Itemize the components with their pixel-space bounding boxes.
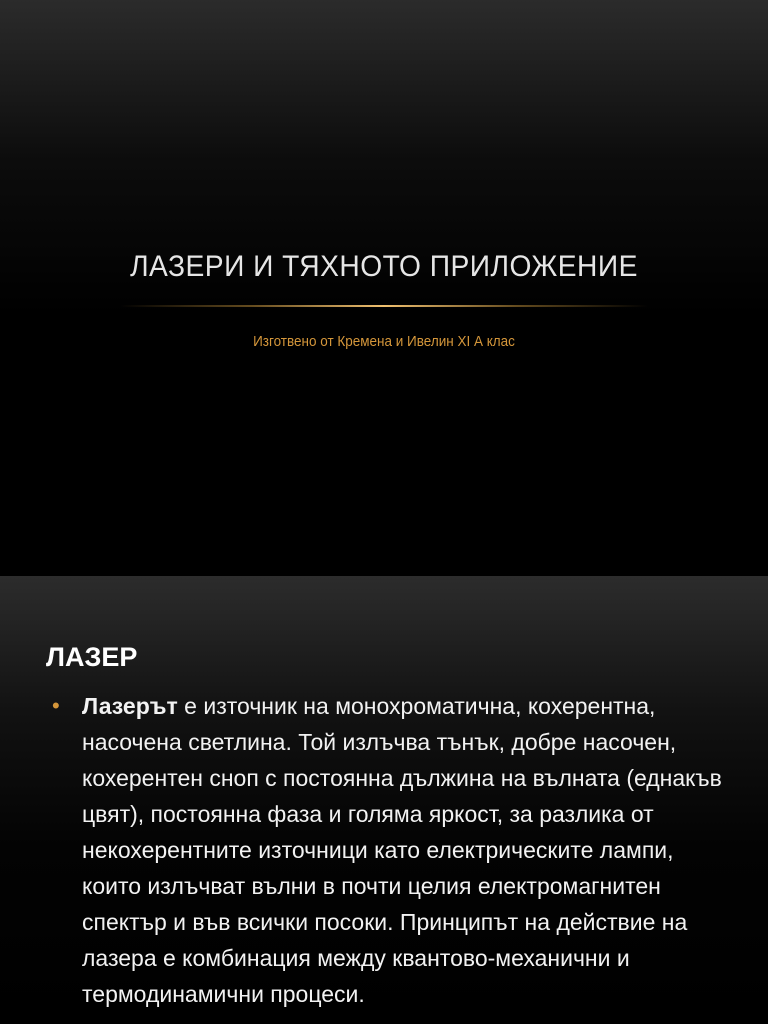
presentation-title: ЛАЗЕРИ И ТЯХНОТО ПРИЛОЖЕНИЕ <box>130 250 638 283</box>
presentation-subtitle: Изготвено от Кремена и Ивелин XI А клас <box>253 333 515 350</box>
bullet-bold-term: Лазерът <box>82 693 178 719</box>
bullet-icon: • <box>52 693 60 718</box>
bullet-text: е източник на монохроматична, кохерентна, насочена светлина. Той излъчва тънък, добре насочен, кохерентен сноп с постоянна дължина на вълната (еднакъв цвят), постоянна фаза и голяма яркост, за разлика от некохерентните източници като електрическите лампи, които излъчват вълни в почти целия електромагнитен спектър и във всички посоки. Принципът на действие на лазера е комбинация между квантово-механични и термодинамични процеси. <box>82 693 722 1007</box>
bullet-paragraph <box>82 688 732 1012</box>
slide-heading: ЛАЗЕР <box>46 642 138 672</box>
title-divider <box>120 305 648 307</box>
content-slide <box>0 576 768 1024</box>
